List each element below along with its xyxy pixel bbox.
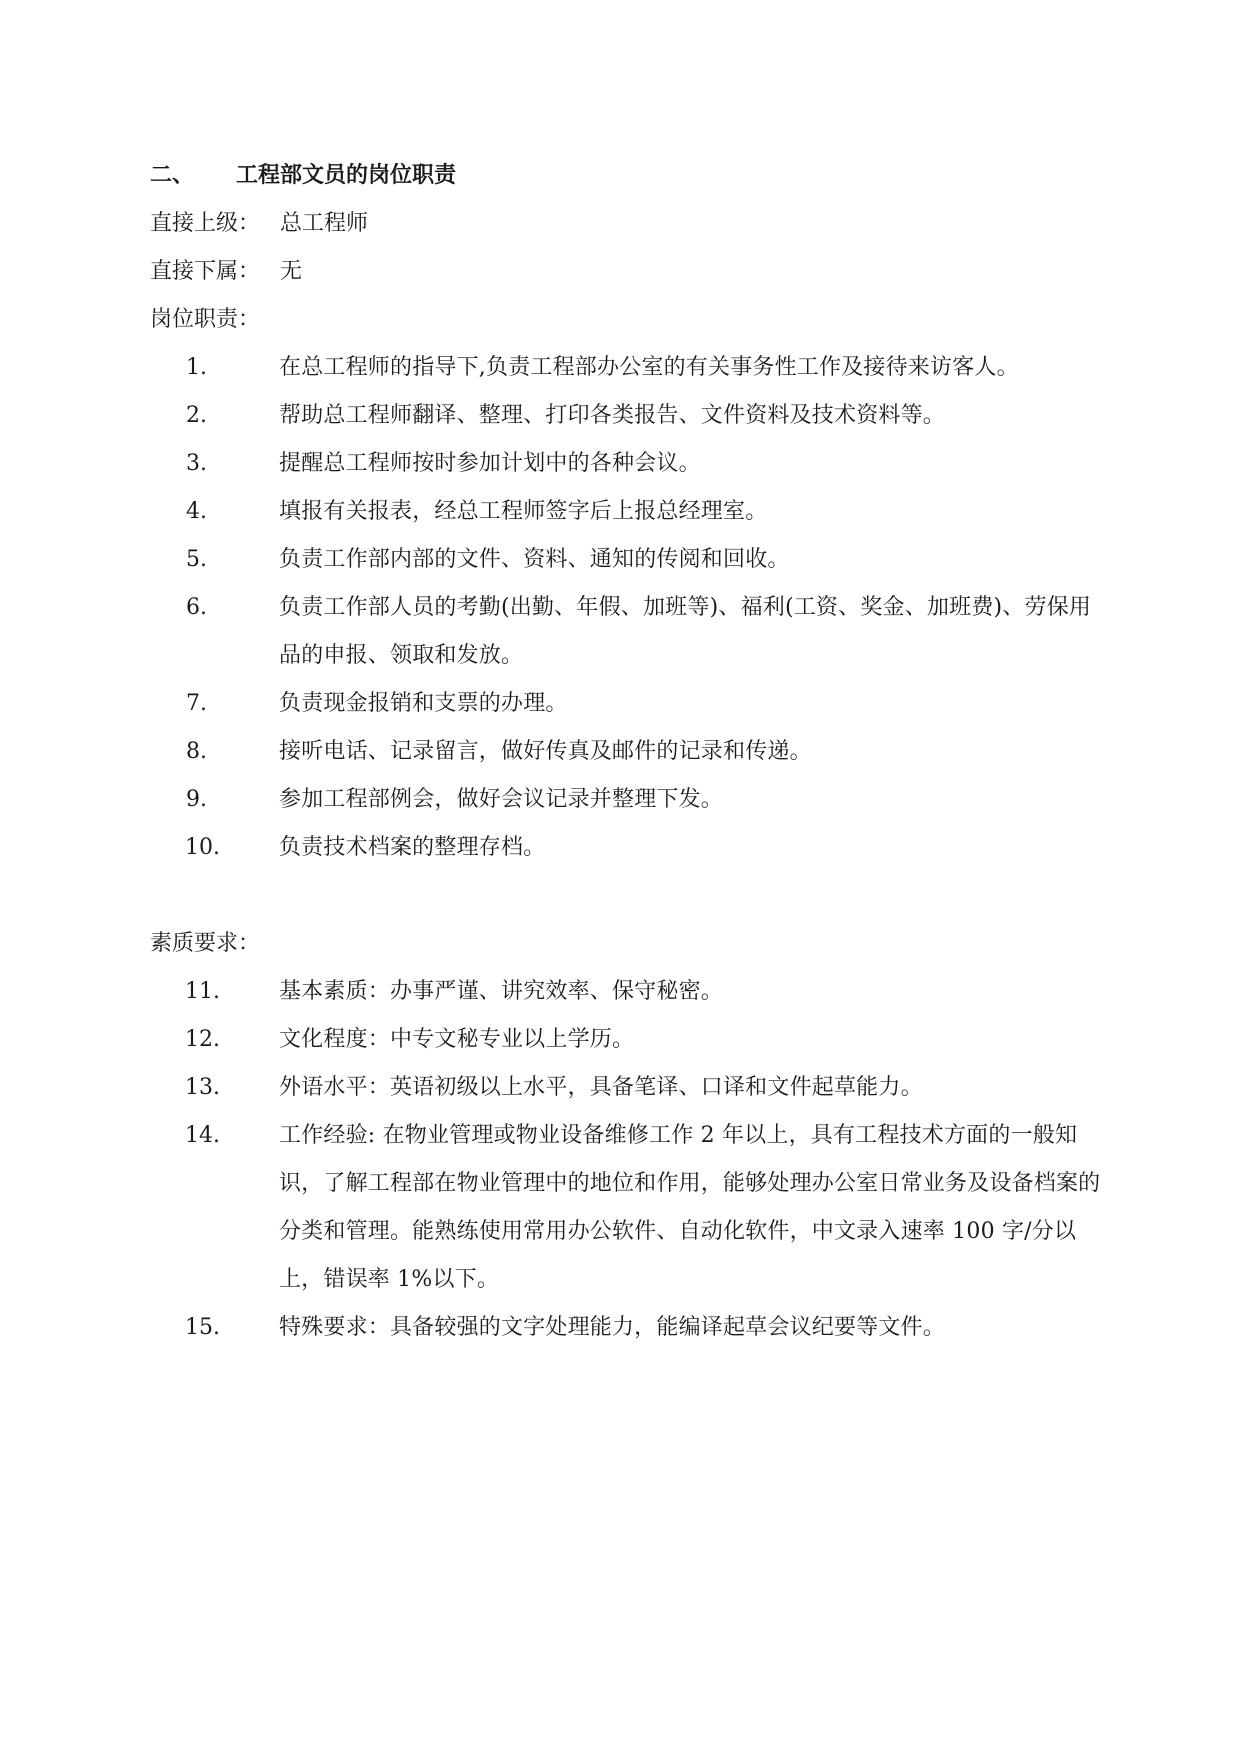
item-number: 3. <box>186 451 207 476</box>
item-number: 11. <box>185 979 220 1004</box>
item-text: 在总工程师的指导下,负责工程部办公室的有关事务性工作及接待来访客人。 <box>279 355 1019 380</box>
item-text: 接听电话、记录留言，做好传真及邮件的记录和传递。 <box>279 739 812 764</box>
section-number: 二、 <box>150 162 195 188</box>
list-item <box>150 1304 1110 1352</box>
list-item <box>150 968 1110 1016</box>
list-item <box>150 440 1110 488</box>
list-item <box>150 536 1110 584</box>
list-item <box>150 728 1110 776</box>
item-number: 14. <box>185 1123 220 1148</box>
list-item <box>150 1064 1110 1112</box>
item-number: 4. <box>186 499 207 524</box>
list-item <box>150 824 1110 872</box>
direct-superior-row <box>150 200 1110 248</box>
list-item <box>150 344 1110 392</box>
direct-subordinate-value: 无 <box>280 259 303 284</box>
item-number: 7. <box>186 691 207 716</box>
item-text: 特殊要求：具备较强的文字处理能力，能编译起草会议纪要等文件。 <box>278 1315 945 1340</box>
item-number: 6. <box>186 595 207 620</box>
item-text: 外语水平：英语初级以上水平，具备笔译、口译和文件起草能力。 <box>278 1075 923 1100</box>
item-text: 负责工作部人员的考勤(出勤、年假、加班等)、福利(工资、奖金、加班费)、劳保用品的申报、领取和发放。 <box>279 595 1092 668</box>
item-text: 参加工程部例会，做好会议记录并整理下发。 <box>279 787 724 812</box>
item-text: 工作经验: 在物业管理或物业设备维修工作 2 年以上，具有工程技术方面的一般知识，了解工程部在物业管理中的地位和作用，能够处理办公室日常业务及设备档案的分类和管理。能熟练使用常用办公软件、自动化软件，中文录入速率 100 字/分以上，错误率 1%以下。 <box>278 1123 1101 1292</box>
direct-subordinate-label: 直接下属： <box>150 259 261 284</box>
item-text: 基本素质：办事严谨、讲究效率、保守秘密。 <box>278 979 723 1004</box>
list-item <box>150 584 1110 680</box>
item-text: 文化程度：中专文秘专业以上学历。 <box>278 1027 635 1052</box>
item-text: 负责技术档案的整理存档。 <box>278 835 546 860</box>
item-text: 负责工作部内部的文件、资料、通知的传阅和回收。 <box>279 547 790 572</box>
document-page <box>150 150 1110 1352</box>
item-number: 10. <box>185 835 220 860</box>
item-text: 填报有关报表，经总工程师签字后上报总经理室。 <box>279 499 768 524</box>
direct-superior-label: 直接上级： <box>150 211 261 236</box>
list-item <box>150 488 1110 536</box>
list-item <box>150 776 1110 824</box>
item-number: 13. <box>185 1075 220 1100</box>
list-item <box>150 1016 1110 1064</box>
direct-subordinate-row <box>150 248 1110 296</box>
blank-line <box>150 872 1110 920</box>
item-number: 1. <box>186 355 207 380</box>
item-text: 帮助总工程师翻译、整理、打印各类报告、文件资料及技术资料等。 <box>279 403 946 428</box>
duties-label: 岗位职责： <box>150 307 261 332</box>
list-item <box>150 392 1110 440</box>
list-item <box>150 1112 1110 1304</box>
item-number: 9. <box>186 787 207 812</box>
item-number: 2. <box>186 403 207 428</box>
item-text: 负责现金报销和支票的办理。 <box>279 691 568 716</box>
section-heading <box>150 150 1110 200</box>
item-text: 提醒总工程师按时参加计划中的各种会议。 <box>279 451 701 476</box>
direct-superior-value: 总工程师 <box>280 211 369 236</box>
quality-label: 素质要求： <box>150 931 261 956</box>
item-number: 12. <box>185 1027 220 1052</box>
quality-list <box>150 968 1110 1352</box>
item-number: 5. <box>186 547 207 572</box>
duties-list <box>150 344 1110 872</box>
section-title: 工程部文员的岗位职责 <box>236 162 457 188</box>
list-item <box>150 680 1110 728</box>
item-number: 15. <box>185 1315 220 1340</box>
item-number: 8. <box>186 739 207 764</box>
